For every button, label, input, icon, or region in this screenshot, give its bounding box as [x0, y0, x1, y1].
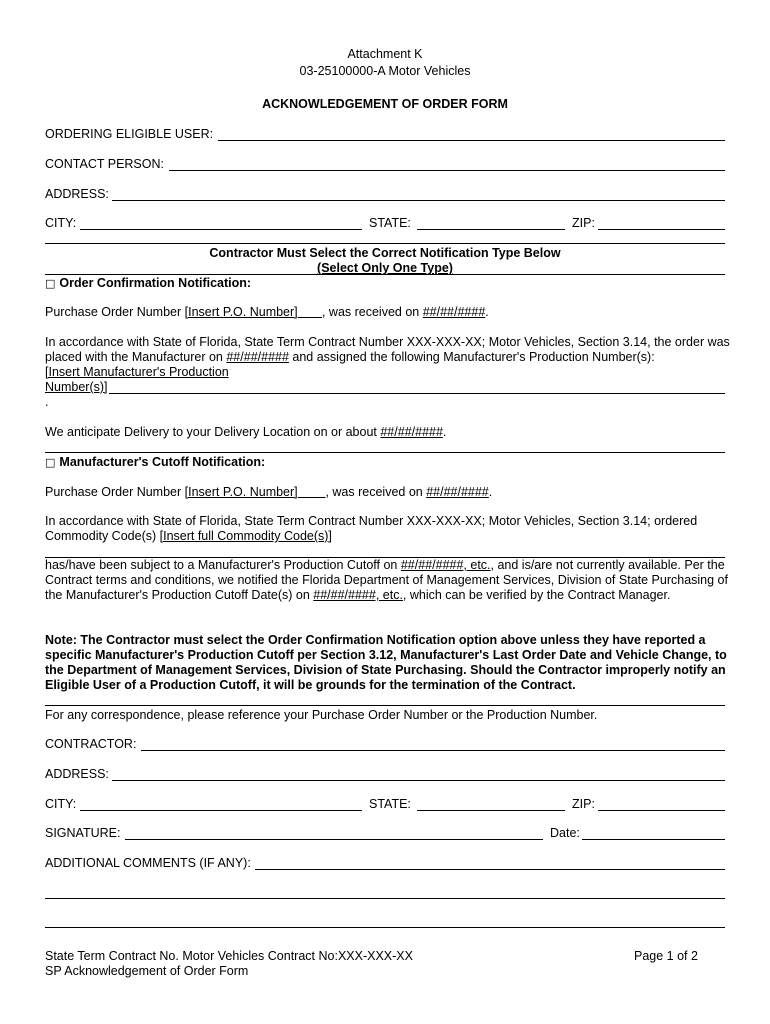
- section-divider: [45, 705, 725, 706]
- contractor-city-label: CITY:: [45, 797, 77, 811]
- po-gap: [298, 485, 326, 499]
- cutoff-subject-text: has/have been subject to a Manufacturer's Production Cutoff on: [45, 558, 401, 572]
- production-number-field[interactable]: [109, 393, 725, 394]
- city-field[interactable]: [80, 229, 362, 230]
- cutoff-heading: [45, 455, 265, 469]
- footer-contract-line: State Term Contract No. Motor Vehicles Contract No:XXX-XXX-XX: [45, 949, 413, 963]
- contractor-label: CONTRACTOR:: [45, 737, 137, 751]
- signature-field[interactable]: [125, 839, 543, 840]
- received-date-placeholder[interactable]: ##/##/####: [426, 485, 489, 499]
- date-label: Date:: [550, 826, 580, 840]
- po-number-placeholder[interactable]: [185, 305, 322, 319]
- address-label: ADDRESS:: [45, 187, 109, 201]
- po-gap: [298, 305, 322, 319]
- commodity-code-placeholder[interactable]: [Insert full Commodity Code(s)]: [159, 529, 332, 543]
- checkbox-icon[interactable]: □: [45, 277, 56, 290]
- po-placeholder-text: [Insert P.O. Number]: [184, 305, 298, 319]
- comments-field-line-2[interactable]: [45, 898, 725, 899]
- delivery-date-placeholder[interactable]: ##/##/####: [380, 425, 443, 439]
- cutoff-subject-text-2: , and is/are not currently available. Per the Contract terms and conditions, we notified the Florida Department of Management Services, Division of State Purchasing of the Manufacturer's Production Cutoff Date(s) on: [45, 558, 728, 602]
- contractor-zip-label: ZIP:: [572, 797, 595, 811]
- cutoff-notified-date-placeholder[interactable]: ##/##/####, etc.: [313, 588, 403, 602]
- confirmation-para-text-2: and assigned the following Manufacturer's Production Number(s):: [288, 350, 655, 364]
- contractor-state-field[interactable]: [417, 810, 565, 811]
- contract-reference: 03-25100000-A Motor Vehicles: [299, 64, 471, 78]
- date-field[interactable]: [582, 839, 725, 840]
- cutoff-para-line2: [45, 529, 332, 543]
- checkbox-icon[interactable]: □: [45, 456, 56, 469]
- ordering-user-field[interactable]: [218, 140, 725, 141]
- confirmation-para-text: In accordance with State of Florida, State Term Contract Number XXX-XXX-XX; Motor Vehicles, Section 3.14, the order was placed with the Manufacturer on: [45, 335, 730, 364]
- received-date-placeholder[interactable]: ##/##/####: [422, 305, 486, 319]
- contractor-address-field[interactable]: [112, 780, 725, 781]
- contact-person-field[interactable]: [169, 170, 725, 171]
- po-number-placeholder[interactable]: [185, 485, 326, 499]
- cutoff-para-line1: In accordance with State of Florida, State Term Contract Number XXX-XXX-XX; Motor Vehicles, Section 3.14; ordered: [45, 514, 698, 528]
- production-number-placeholder[interactable]: [Insert Manufacturer's Production: [45, 365, 229, 379]
- zip-field[interactable]: [598, 229, 725, 230]
- order-date-placeholder[interactable]: ##/##/####: [226, 350, 289, 364]
- delivery-line: [45, 425, 446, 439]
- address-field[interactable]: [112, 200, 725, 201]
- footer-form-name: SP Acknowledgement of Order Form: [45, 964, 249, 978]
- production-number-placeholder-2[interactable]: Number(s)]: [45, 380, 108, 394]
- state-label: STATE:: [369, 216, 411, 230]
- contractor-field[interactable]: [141, 750, 725, 751]
- section-divider: [45, 274, 725, 275]
- cutoff-po-line: [45, 485, 492, 499]
- contractor-zip-field[interactable]: [598, 810, 725, 811]
- notification-heading: Contractor Must Select the Correct Notification Type Below: [209, 246, 561, 260]
- po-prefix: Purchase Order Number: [45, 485, 185, 499]
- period: .: [488, 485, 493, 499]
- section-divider: [45, 452, 725, 453]
- comments-field-line-1[interactable]: [255, 869, 725, 870]
- contractor-state-label: STATE:: [369, 797, 411, 811]
- ordering-user-label: ORDERING ELIGIBLE USER:: [45, 127, 214, 141]
- attachment-label: Attachment K: [347, 47, 423, 61]
- po-suffix: , was received on: [325, 485, 427, 499]
- period: .: [485, 305, 489, 319]
- comments-field-line-3[interactable]: [45, 927, 725, 928]
- order-confirmation-title: Order Confirmation Notification:: [59, 276, 252, 290]
- section-divider: [45, 243, 725, 244]
- delivery-prefix: We anticipate Delivery to your Delivery Location on or about: [45, 425, 381, 439]
- contractor-address-label: ADDRESS:: [45, 767, 109, 781]
- po-placeholder-text: [Insert P.O. Number]: [184, 485, 298, 499]
- page-number: Page 1 of 2: [634, 949, 698, 963]
- comments-label: ADDITIONAL COMMENTS (IF ANY):: [45, 856, 251, 870]
- delivery-suffix: .: [442, 425, 447, 439]
- zip-label: ZIP:: [572, 216, 595, 230]
- cutoff-date-placeholder[interactable]: ##/##/####, etc.: [400, 558, 491, 572]
- correspondence-text: For any correspondence, please reference your Purchase Order Number or the Production Number.: [45, 708, 598, 722]
- cutoff-title: Manufacturer's Cutoff Notification:: [59, 455, 266, 469]
- contact-person-label: CONTACT PERSON:: [45, 157, 164, 171]
- po-prefix: Purchase Order Number: [45, 305, 185, 319]
- notification-subheading: (Select Only One Type): [317, 261, 453, 275]
- contractor-city-field[interactable]: [80, 810, 362, 811]
- confirmation-po-line: [45, 305, 489, 319]
- city-label: CITY:: [45, 216, 77, 230]
- commodity-prefix: Commodity Code(s): [45, 529, 160, 543]
- contractor-note: Note: The Contractor must select the Order Confirmation Notification option above unless they have reported a specific Manufacturer's Production Cutoff per Section 3.12, Manufacturer's Last Order Date and Vehicle Change, to the Department of Management Services, Division of State Purchasing. Should the Contractor improperly notify an Eligible User of a Production Cutoff, it will be grounds for the termination of the Contract.: [45, 633, 727, 692]
- confirmation-paragraph: [45, 335, 735, 365]
- cutoff-subject-text-3: , which can be verified by the Contract Manager.: [402, 588, 671, 602]
- po-suffix: , was received on: [321, 305, 423, 319]
- order-confirmation-heading: [45, 276, 251, 290]
- cutoff-subject-paragraph: [45, 558, 735, 603]
- state-field[interactable]: [417, 229, 565, 230]
- dot-text: .: [45, 395, 49, 409]
- form-title: ACKNOWLEDGEMENT OF ORDER FORM: [262, 97, 508, 111]
- signature-label: SIGNATURE:: [45, 826, 121, 840]
